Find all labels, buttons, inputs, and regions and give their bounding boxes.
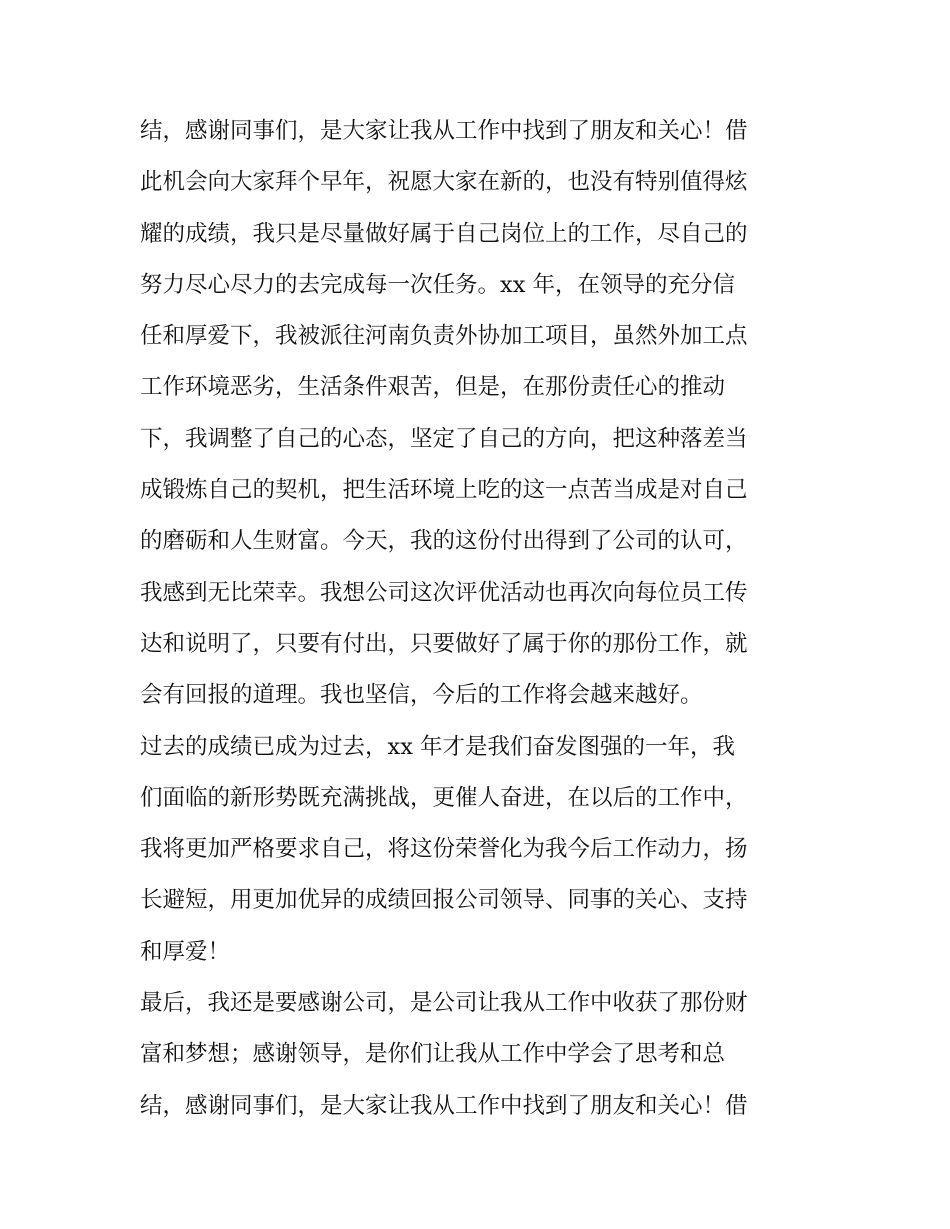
text-line: 成锻炼自己的契机，把生活环境上吃的这一点苦当成是对自己 bbox=[140, 477, 748, 504]
text-line: 任和厚爱下，我被派往河南负责外协加工项目，虽然外加工点 bbox=[140, 323, 748, 350]
text-line: 达和说明了，只要有付出，只要做好了属于你的那份工作，就 bbox=[140, 630, 748, 657]
text-line: 过去的成绩已成为过去，xx 年才是我们奋发图强的一年，我 bbox=[140, 733, 736, 760]
text-line: 富和梦想；感谢领导，是你们让我从工作中学会了思考和总 bbox=[140, 1041, 726, 1068]
text-line: 我感到无比荣幸。我想公司这次评优活动也再次向每位员工传 bbox=[140, 579, 748, 606]
text-line: 耀的成绩，我只是尽量做好属于自己岗位上的工作，尽自己的 bbox=[140, 220, 748, 247]
text-line: 努力尽心尽力的去完成每一次任务。xx 年，在领导的充分信 bbox=[140, 271, 736, 298]
text-line: 我将更加严格要求自己，将这份荣誉化为我今后工作动力，扬 bbox=[140, 836, 748, 863]
text-line: 和厚爱！ bbox=[140, 938, 231, 965]
text-line: 长避短，用更加优异的成绩回报公司领导、同事的关心、支持 bbox=[140, 887, 748, 914]
text-line: 下，我调整了自己的心态，坚定了自己的方向，把这种落差当 bbox=[140, 425, 748, 452]
text-line: 最后，我还是要感谢公司，是公司让我从工作中收获了那份财 bbox=[140, 990, 748, 1017]
text-line: 结，感谢同事们，是大家让我从工作中找到了朋友和关心！借 bbox=[140, 118, 748, 144]
text-line: 工作环境恶劣，生活条件艰苦，但是，在那份责任心的推动 bbox=[140, 374, 726, 401]
text-line: 的磨砺和人生财富。今天，我的这份付出得到了公司的认可， bbox=[140, 528, 748, 555]
text-line: 结，感谢同事们，是大家让我从工作中找到了朋友和关心！借 bbox=[140, 1092, 748, 1119]
text-line: 会有回报的道理。我也坚信，今后的工作将会越来越好。 bbox=[140, 682, 703, 709]
text-line: 们面临的新形势既充满挑战，更催人奋进，在以后的工作中， bbox=[140, 784, 748, 811]
body-text bbox=[140, 106, 830, 1132]
text-line: 此机会向大家拜个早年，祝愿大家在新的，也没有特别值得炫 bbox=[140, 169, 748, 196]
